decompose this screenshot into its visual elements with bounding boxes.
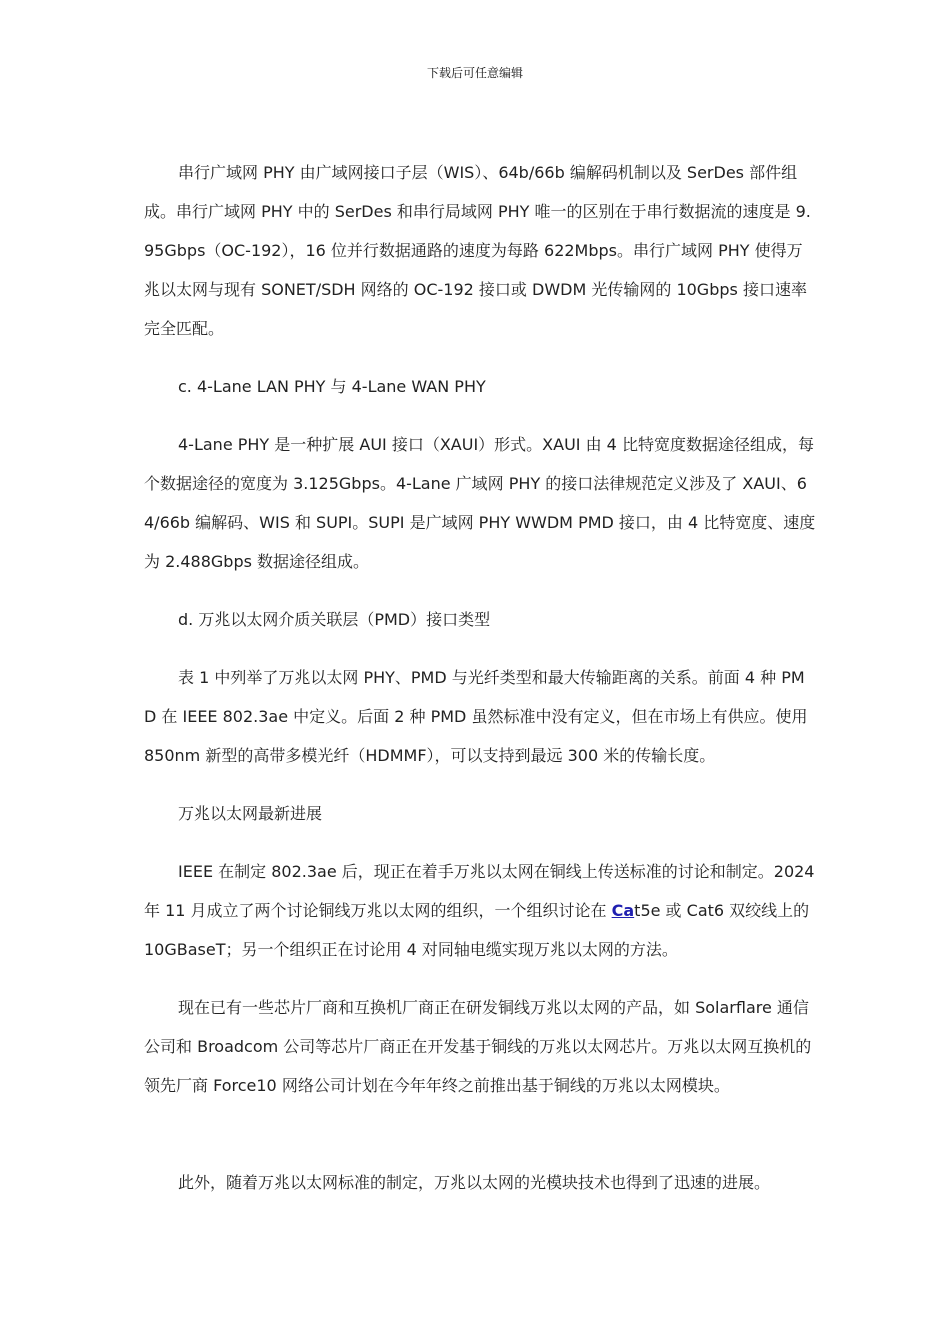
document-body — [144, 153, 816, 1202]
heading-pmd-interface: d. 万兆以太网介质关联层（PMD）接口类型 — [178, 610, 491, 629]
paragraph-4-lane-phy: 4-Lane PHY 是一种扩展 AUI 接口（XAUI）形式。XAUI 由 4 比特宽度数据途径组成，每个数据途径的宽度为 3.125Gbps。4-Lane 广域网 PHY 的接口法律规范定义涉及了 XAUI、64/66b 编解码、WIS 和 SUPI。SUPI 是广域网 PHY WWDM PMD 接口，由 4 比特宽度、速度为 2.488Gbps 数据途径组成。 — [144, 435, 816, 571]
cat5e-link[interactable]: Ca — [611, 901, 635, 920]
paragraph-serial-wan-phy: 串行广域网 PHY 由广域网接口子层（WIS）、64b/66b 编解码机制以及 SerDes 部件组成。串行广域网 PHY 中的 SerDes 和串行局域网 PHY 唯一的区别在于串行数据流的速度是 9.95Gbps（OC-192），16 位并行数据通路的速度为每路 622Mbps。串行广域网 PHY 使得万兆以太网与现有 SONET/SDH 网络的 OC-192 接口或 DWDM 光传输网的 10Gbps 接口速率完全匹配。 — [144, 163, 811, 338]
page-header: 下载后可任意编辑 — [426, 66, 523, 80]
paragraph-vendors: 现在已有一些芯片厂商和互换机厂商正在研发铜线万兆以太网的产品，如 Solarflare 通信公司和 Broadcom 公司等芯片厂商正在开发基于铜线的万兆以太网芯片。万兆以太网互换机的领先厂商 Force10 网络公司计划在今年年终之前推出基于铜线的万兆以太网模块。 — [144, 998, 812, 1095]
paragraph-ieee-copper — [144, 852, 816, 969]
heading-latest-progress: 万兆以太网最新进展 — [178, 804, 323, 823]
heading-4-lane-phy: c. 4-Lane LAN PHY 与 4-Lane WAN PHY — [178, 377, 486, 396]
ieee-text-after-link: t5e 或 Cat6 双绞线上的 10GBaseT；另一个组织正在讨论用 4 对同轴电缆实现万兆以太网的方法。 — [144, 901, 810, 959]
paragraph-closing: 此外，随着万兆以太网标准的制定，万兆以太网的光模块技术也得到了迅速的进展。 — [178, 1173, 771, 1192]
ieee-text-before-link: IEEE 在制定 802.3ae 后，现正在着手万兆以太网在铜线上传送标准的讨论和制定。2024 年 11 月成立了两个讨论铜线万兆以太网的组织，一个组织讨论在 — [144, 862, 815, 920]
paragraph-pmd-table: 表 1 中列举了万兆以太网 PHY、PMD 与光纤类型和最大传输距离的关系。前面 4 种 PMD 在 IEEE 802.3ae 中定义。后面 2 种 PMD 虽然标准中没有定义，但在市场上有供应。使用 850nm 新型的高带多模光纤（HDMMF），可以支持到最远 300 米的传输长度。 — [144, 668, 808, 765]
